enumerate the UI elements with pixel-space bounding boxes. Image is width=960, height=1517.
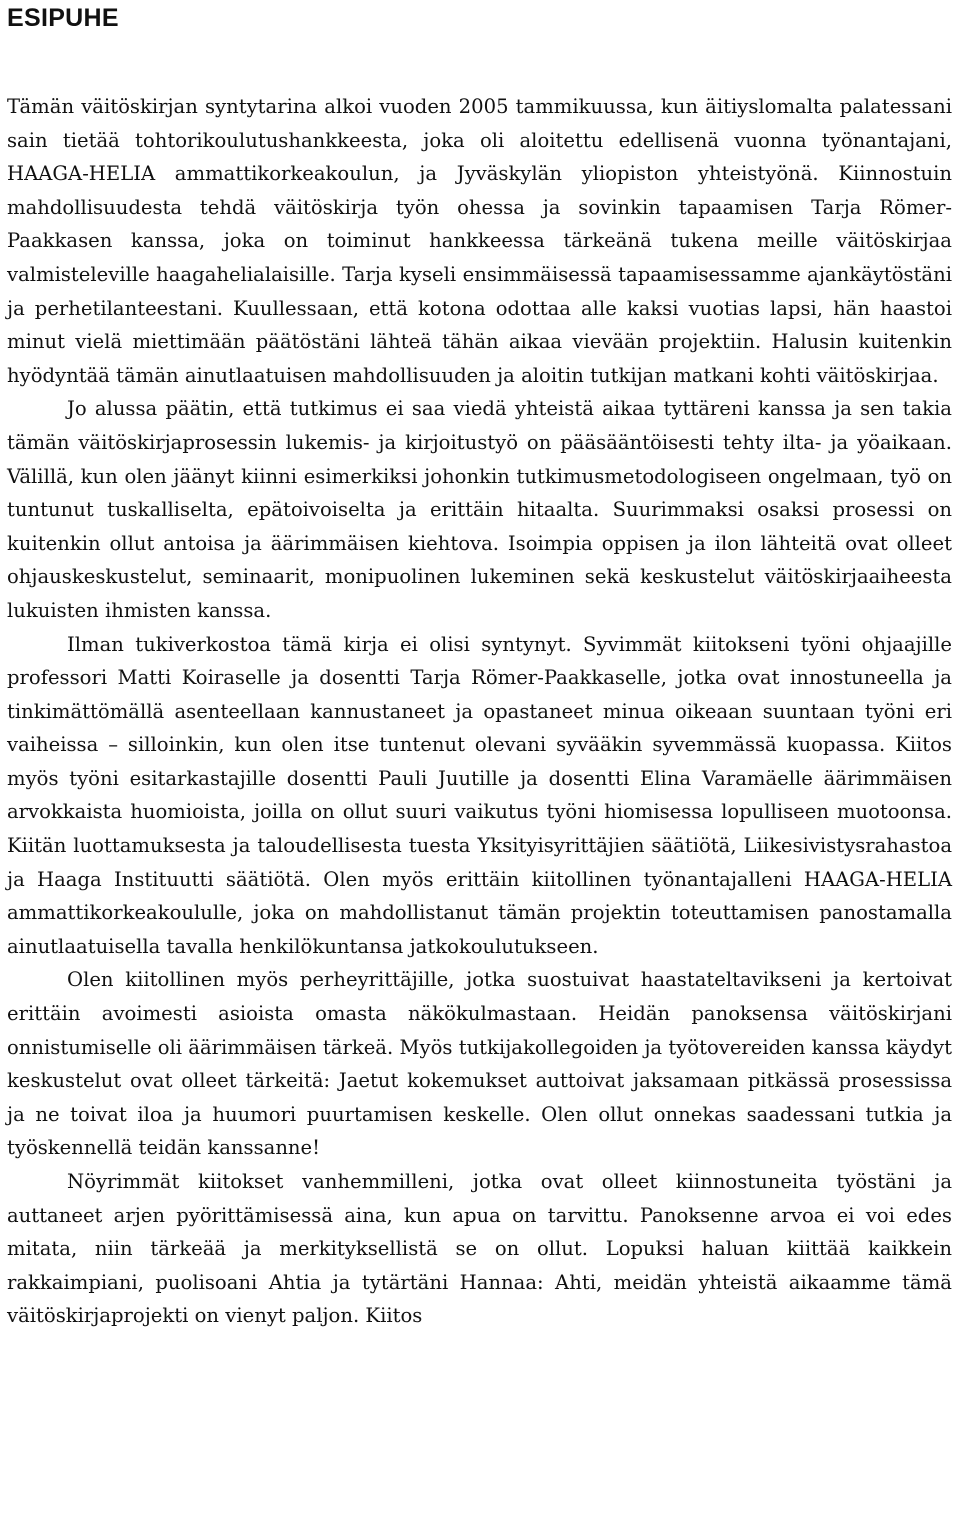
document-body — [7, 90, 952, 1333]
paragraph-5: Nöyrimmät kiitokset vanhemmilleni, jotka ovat olleet kiinnostuneita työstäni ja auttaneet arjen pyörittämisessä aina, kun apua on tarvittu. Panoksenne arvoa ei voi edes mitata, niin tärkeää ja merkityksellistä se on ollut. Lopuksi haluan kiittää kaikkein rakkaimpiani, puolisoani Ahtia ja tytärtäni Hannaa: Ahti, meidän yhteistä aikaamme tämä väitöskirjaprojekti on vienyt paljon. Kiitos — [7, 1170, 952, 1328]
paragraph-2: Jo alussa päätin, että tutkimus ei saa viedä yhteistä aikaa tyttäreni kanssa ja sen takia tämän väitöskirjaprosessin lukemis- ja kirjoitustyö on pääsääntöisesti tehty ilta- ja yöaikaan. Välillä, kun olen jäänyt kiinni esimerkiksi johonkin tutkimusmetodologiseen ongelmaan, työ on tuntunut tuskalliselta, epätoivoiselta ja erittäin hitaalta. Suurimmaksi osaksi prosessi on kuitenkin ollut antoisa ja äärimmäisen kiehtova. Isoimpia oppisen ja ilon lähteitä ovat olleet ohjauskeskustelut, seminaarit, monipuolinen lukeminen sekä keskustelut väitöskirjaaiheesta lukuisten ihmisten kanssa. — [7, 397, 952, 622]
paragraph-1: Tämän väitöskirjan syntytarina alkoi vuoden 2005 tammikuussa, kun äitiyslomalta palatessani sain tietää tohtorikoulutushankkeesta, joka oli aloitettu edellisenä vuonna työnantajani, HAAGA-HELIA ammattikorkeakoulun, ja Jyväskylän yliopiston yhteistyönä. Kiinnostuin mahdollisuudesta tehdä väitöskirja työn ohessa ja sovinkin tapaamisen Tarja Römer-Paakkasen kanssa, joka on toiminut hankkeessa tärkeänä tukena meille väitöskirjaa valmisteleville haagahelialaisille. Tarja kyseli ensimmäisessä tapaamisessamme ajankäytöstäni ja perhetilanteestani. Kuullessaan, että kotona odottaa alle kaksi vuotias lapsi, hän haastoi minut vielä miettimään päätöstäni lähteä tähän aikaa vievään projektiin. Halusin kuitenkin hyödyntää tämän ainutlaatuisen mahdollisuuden ja aloitin tutkijan matkani kohti väitöskirjaa. — [7, 95, 952, 387]
paragraph-3: Ilman tukiverkostoa tämä kirja ei olisi syntynyt. Syvimmät kiitokseni työni ohjaajille professori Matti Koiraselle ja dosentti Tarja Römer-Paakkaselle, jotka ovat innostuneella ja tinkimättömällä asenteellaan kannustaneet ja opastaneet minua oikeaan suuntaan työni eri vaiheissa – silloinkin, kun olen itse tuntenut olevani syvääkin syvemmässä kuopassa. Kiitos myös työni esitarkastajille dosentti Pauli Juutille ja dosentti Elina Varamäelle äärimmäisen arvokkaista huomioista, joilla on ollut suuri vaikutus työni hiomisessa lopulliseen muotoonsa. Kiitän luottamuksesta ja taloudellisesta tuesta Yksityisyrittäjien säätiötä, Liikesivistysrahastoa ja Haaga Instituutti säätiötä. Olen myös erittäin kiitollinen työnantajalleni HAAGA-HELIA ammattikorkeakoululle, joka on mahdollistanut tämän projektin toteuttamisen panostamalla ainutlaatuisella tavalla henkilökuntansa jatkokoulutukseen. — [7, 632, 952, 958]
page-title: ESIPUHE — [7, 4, 119, 32]
paragraph-4: Olen kiitollinen myös perheyrittäjille, jotka suostuivat haastateltavikseni ja kertoivat erittäin avoimesti asioista omasta näkökulmastaan. Heidän panoksensa väitöskirjani onnistumiselle oli äärimmäisen tärkeä. Myös tutkijakollegoiden ja työtovereiden kanssa käydyt keskustelut ovat olleet tärkeitä: Jaetut kokemukset auttoivat jaksamaan pitkässä prosessissa ja ne toivat iloa ja huumori puurtamisen keskelle. Olen ollut onnekas saadessani tutkia ja työskennellä teidän kanssanne! — [7, 968, 952, 1160]
